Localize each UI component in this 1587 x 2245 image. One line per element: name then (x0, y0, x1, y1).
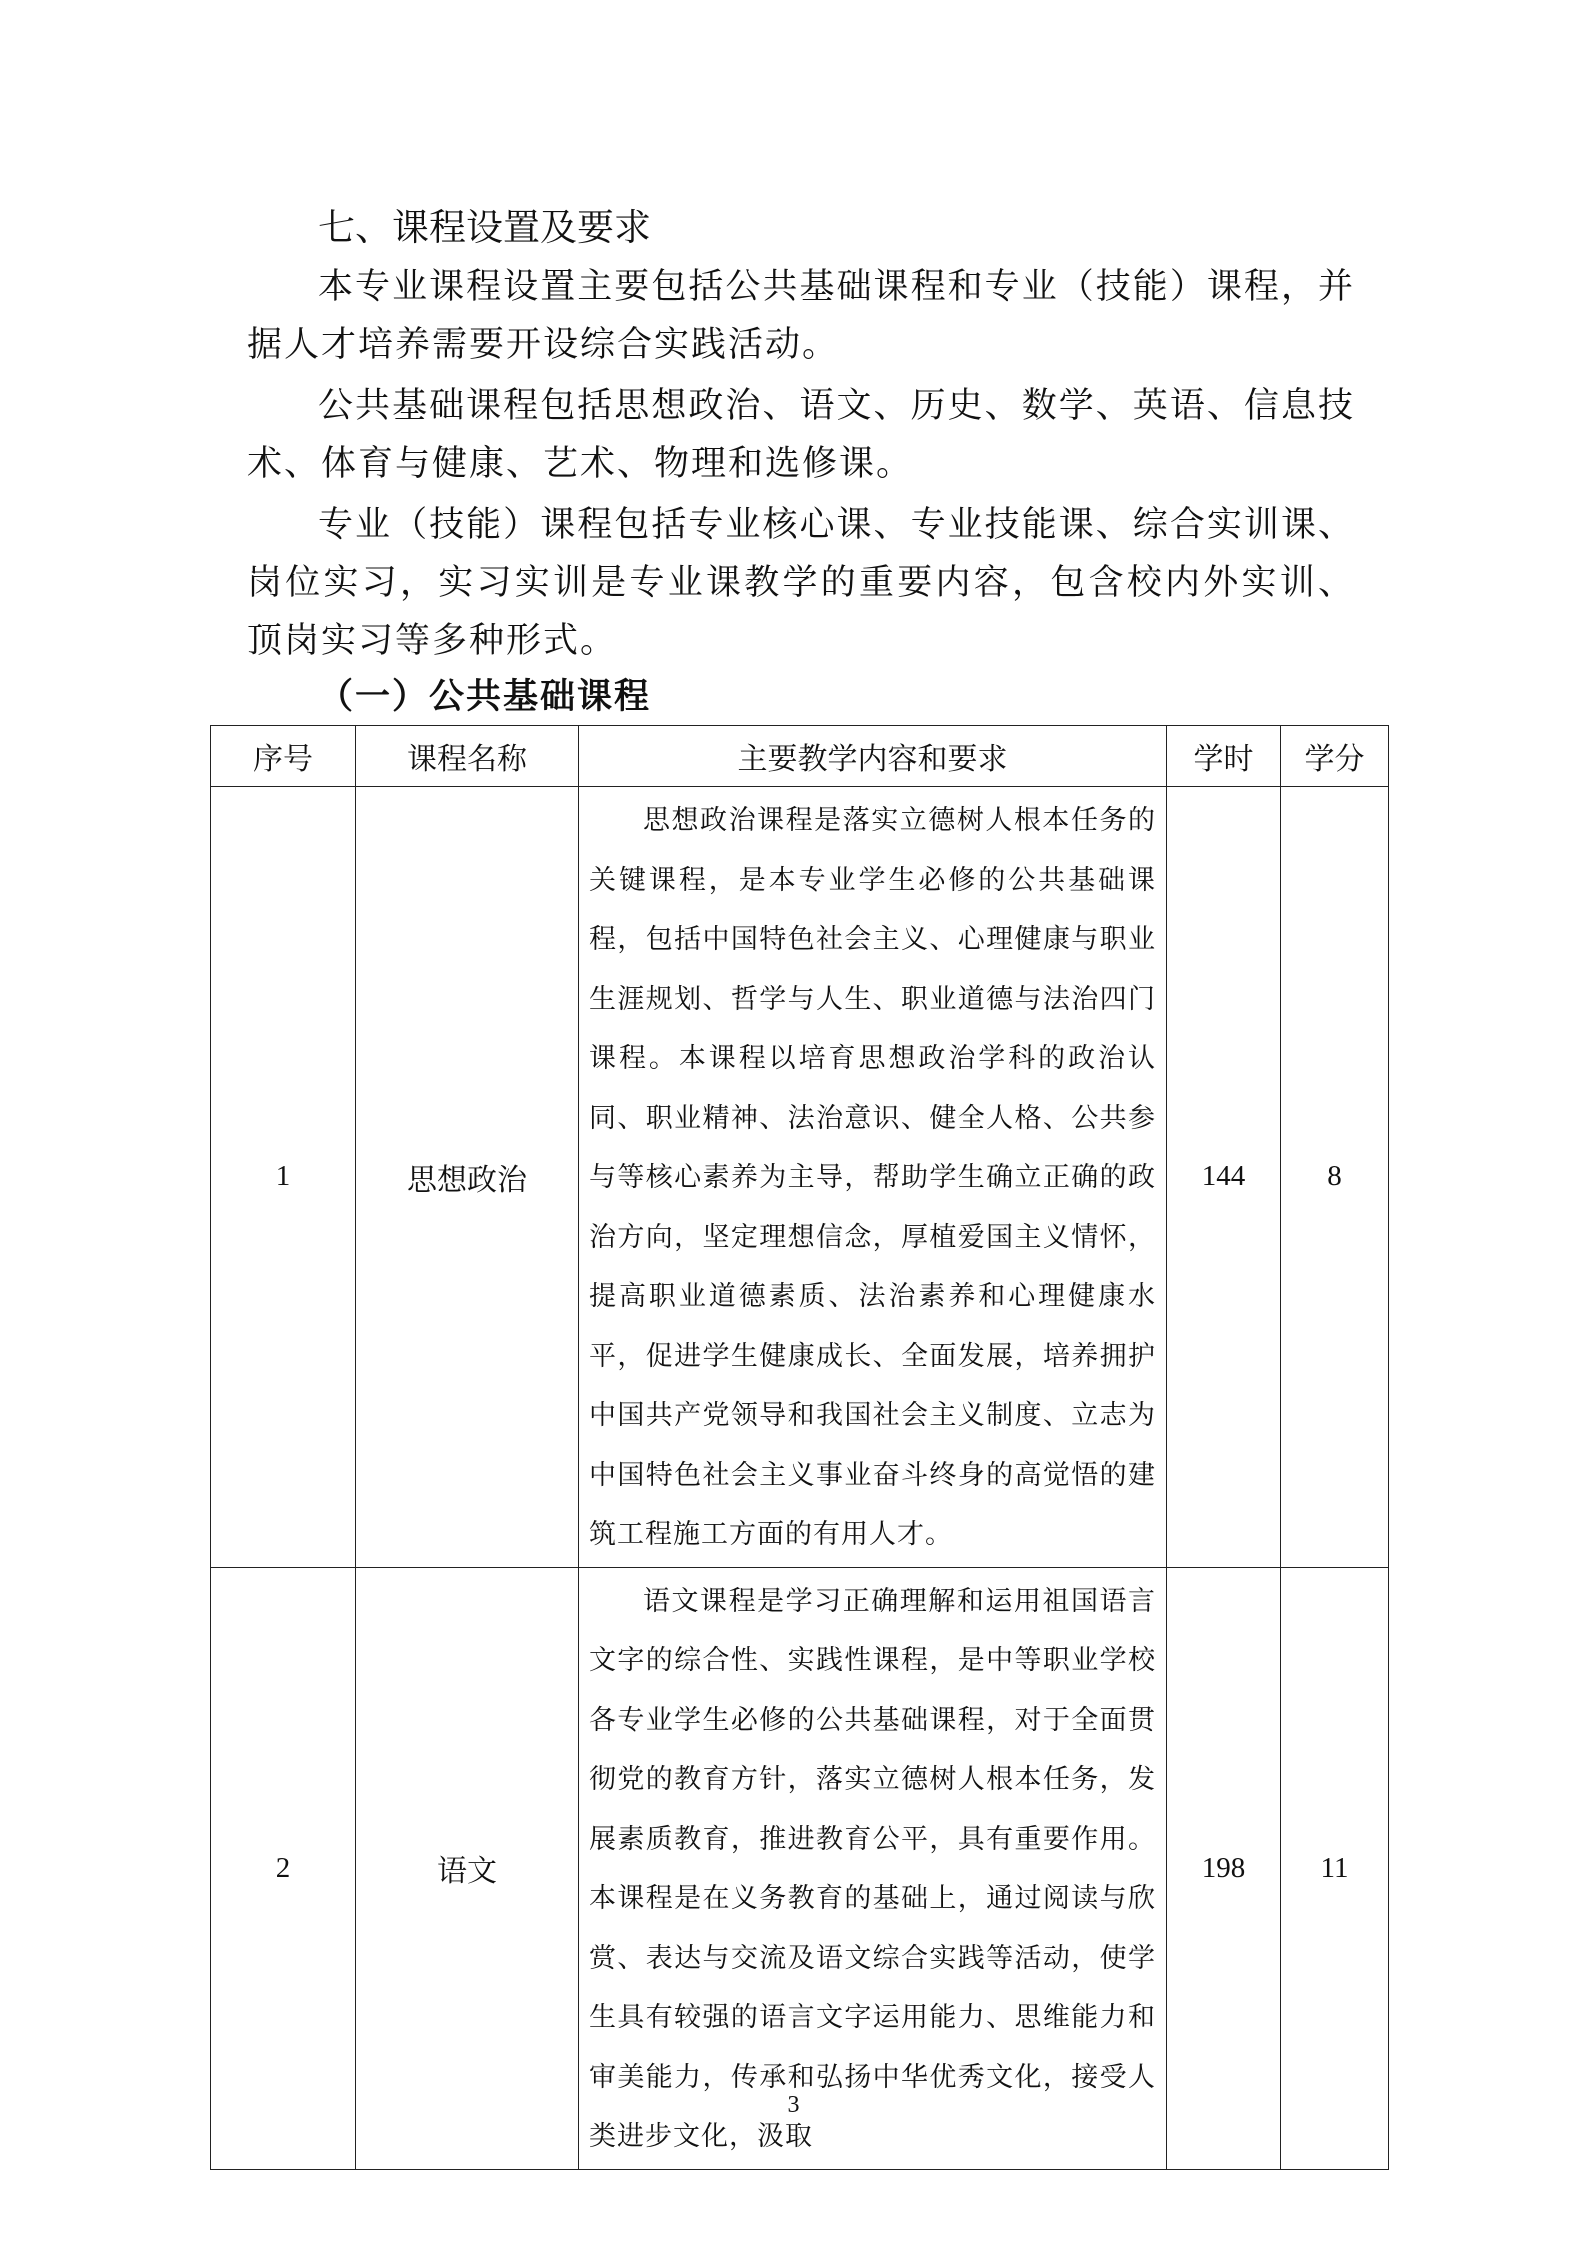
table-header-row (211, 726, 1389, 787)
cell-hours: 144 (1167, 787, 1281, 1568)
paragraph-3: 专业（技能）课程包括专业核心课、专业技能课、综合实训课、岗位实习，实习实训是专业课教学的重要内容，包含校内外实训、顶岗实习等多种形式。 (247, 505, 1355, 661)
header-hours: 学时 (1167, 726, 1281, 787)
cell-hours: 198 (1167, 1567, 1281, 2169)
cell-credits: 11 (1281, 1567, 1389, 2169)
header-serial-no: 序号 (211, 726, 356, 787)
header-content: 主要教学内容和要求 (579, 726, 1167, 787)
cell-serial-no: 1 (211, 787, 356, 1568)
section-heading: 七、课程设置及要求 (318, 206, 651, 249)
cell-course-name: 思想政治 (356, 787, 579, 1568)
table-row (211, 787, 1389, 1568)
paragraph-1: 本专业课程设置主要包括公共基础课程和专业（技能）课程，并据人才培养需要开设综合实践活动。 (247, 267, 1355, 365)
page-number: 3 (787, 2092, 800, 2118)
cell-course-name: 语文 (356, 1567, 579, 2169)
table-row (211, 1567, 1389, 2169)
cell-credits: 8 (1281, 787, 1389, 1568)
cell-content: 语文课程是学习正确理解和运用祖国语言文字的综合性、实践性课程，是中等职业学校各专业学生必修的公共基础课程，对于全面贯彻党的教育方针，落实立德树人根本任务，发展素质教育，推进教育公平，具有重要作用。本课程是在义务教育的基础上，通过阅读与欣赏、表达与交流及语文综合实践等活动，使学生具有较强的语言文字运用能力、思维能力和审美能力，传承和弘扬中华优秀文化，接受人类进步文化，汲取 (579, 1567, 1167, 2169)
subsection-heading: （一）公共基础课程 (318, 676, 652, 717)
paragraph-2: 公共基础课程包括思想政治、语文、历史、数学、英语、信息技术、体育与健康、艺术、物理和选修课。 (247, 386, 1355, 484)
cell-serial-no: 2 (211, 1567, 356, 2169)
course-table (210, 725, 1389, 2170)
cell-content: 思想政治课程是落实立德树人根本任务的关键课程，是本专业学生必修的公共基础课程，包括中国特色社会主义、心理健康与职业生涯规划、哲学与人生、职业道德与法治四门课程。本课程以培育思想政治学科的政治认同、职业精神、法治意识、健全人格、公共参与等核心素养为主导，帮助学生确立正确的政治方向，坚定理想信念，厚植爱国主义情怀，提高职业道德素质、法治素养和心理健康水平，促进学生健康成长、全面发展，培养拥护中国共产党领导和我国社会主义制度、立志为中国特色社会主义事业奋斗终身的高觉悟的建筑工程施工方面的有用人才。 (579, 787, 1167, 1568)
header-course-name: 课程名称 (356, 726, 579, 787)
header-credits: 学分 (1281, 726, 1389, 787)
